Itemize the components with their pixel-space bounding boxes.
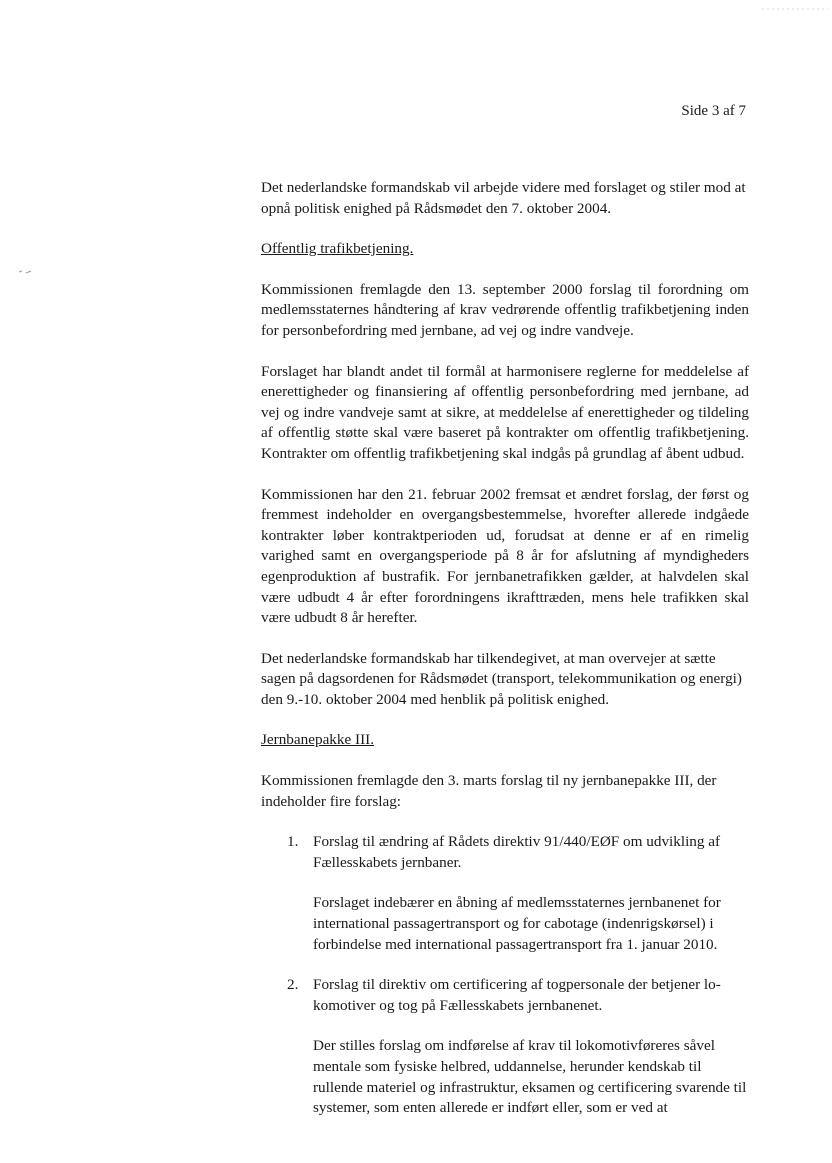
proposal-body: Der stilles forslag om indførelse af krav til lokomotivføreres såvel mentale som fysiske helbred, uddannelse, herunder kendskab til rullende materiel og infrastruktur, eksamen og certificering svarende til systemer, som enten allerede er indført eller, som er ved at [313,1037,747,1117]
section-heading-public-transport: Offentlig trafikbetjening. [261,240,414,258]
proposal-title: Forslag til ændring af Rådets direktiv 91/440/EØF om udvikling af Fællesskabets jernbaner. [313,833,721,871]
page-number: Side 3 af 7 [681,103,746,119]
scan-mark [18,262,32,268]
proposal-number: 1. [287,833,299,851]
railway-paragraph-1: Kommissionen fremlagde den 3. marts forslag til ny jernbanepakke III, der indeholder fire forslag: [261,772,717,810]
proposal-item [261,832,749,955]
proposal-item [261,975,749,1119]
proposal-list [261,832,749,1119]
intro-paragraph: Det nederlandske formandskab vil arbejde videre med forslaget og stiler mod at opnå politisk enighed på Rådsmødet den 7. oktober 2004. [261,179,746,217]
transport-paragraph-1: Kommissionen fremlagde den 13. september 2000 forslag til forordning om medlemsstaternes håndtering af krav vedrørende offentlig trafikbetjening inden for personbefordring med jernbane, ad vej og indre vandveje. [261,280,749,339]
proposal-number: 2. [287,976,299,994]
scan-artifact [752,0,832,6]
proposal-body: Forslaget indebærer en åbning af medlemsstaternes jernbanenet for international passagertransport og for cabotage (indenrigskørsel) i forbindelse med international passagertransport fra 1. januar 2010. [313,894,721,953]
transport-paragraph-4: Det nederlandske formandskab har tilkendegivet, at man overvejer at sætte sagen på dagsordenen for Rådsmødet (transport, telekommunikation og energi) den 9.-10. oktober 2004 med henblik på politisk enighed. [261,649,742,708]
transport-paragraph-3: Kommissionen har den 21. februar 2002 fremsat et ændret forslag, der først og fremmest indeholder en overgangsbestemmelse, hvorefter allerede indgåede kontrakter løber kontraktperioden ud, forudsat at denne er af en rimelig varighed samt en overgangsperiode på 8 år for afslutning af myndigheders egenproduktion af bustrafik. For jernbanetrafikken gælder, at halvdelen skal være udbudt 4 år efter forordningens ikrafttræden, mens hele trafikken skal være udbudt 8 år herefter. [261,485,749,627]
document-body [261,178,749,1139]
proposal-title: Forslag til direktiv om certificering af togpersonale der betjener lokomotiver og tog på Fællesskabets jernbanenet. [313,976,721,1014]
transport-paragraph-2: Forslaget har blandt andet til formål at harmonisere reglerne for meddelelse af enerettigheder og finansiering af offentlig personbefordring med jernbane, ad vej og indre vandveje samt at sikre, at meddelelse af enerettigheder og tildeling af offentlig støtte skal være baseret på kontrakter om offentlig trafikbetjening. Kontrakter om offentlig trafikbetjening skal indgås på grundlag af åbent udbud. [261,362,749,462]
section-heading-railway-package: Jernbanepakke III. [261,731,375,749]
